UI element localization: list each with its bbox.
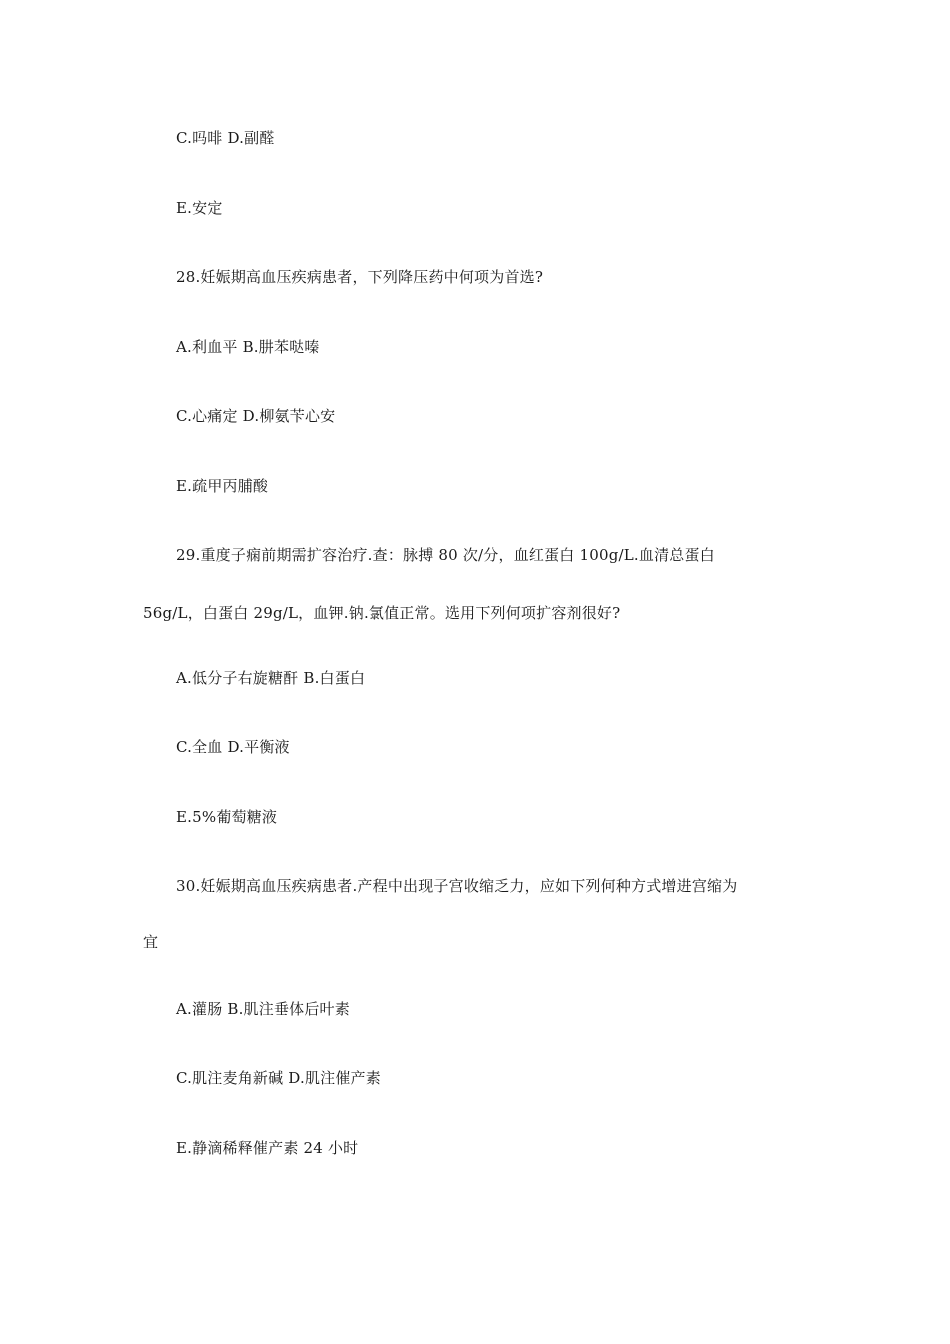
q29-stem-line1: 29.重度子痫前期需扩容治疗.查：脉搏 80 次/分，血红蛋白 100g/L.血清总蛋白 (176, 546, 715, 564)
q30-option-e: E.静滴稀释催产素 24 小时 (176, 1139, 359, 1157)
q28-stem: 28.妊娠期高血压疾病患者，下列降压药中何项为首选? (176, 268, 544, 286)
q28-option-e: E.疏甲丙脯酸 (176, 477, 269, 495)
q29-option-e: E.5%葡萄糖液 (176, 808, 278, 826)
q30-stem-line2: 宜 (143, 933, 159, 951)
q29-option-ab: A.低分子右旋糖酐 B.白蛋白 (176, 669, 366, 687)
q29-option-cd: C.全血 D.平衡液 (176, 738, 290, 756)
q27-option-e: E.安定 (176, 199, 223, 217)
q28-option-ab: A.利血平 B.肼苯哒嗪 (176, 338, 320, 356)
q28-option-cd: C.心痛定 D.柳氨苄心安 (176, 407, 336, 425)
q30-option-cd: C.肌注麦角新碱 D.肌注催产素 (176, 1069, 381, 1087)
q29-stem-line2: 56g/L，白蛋白 29g/L，血钾.钠.氯值正常。选用下列何项扩容剂很好? (143, 604, 621, 622)
q30-stem-line1: 30.妊娠期高血压疾病患者.产程中出现子宫收缩乏力，应如下列何种方式增进宫缩为 (176, 877, 738, 895)
q27-option-cd: C.吗啡 D.副醛 (176, 129, 275, 147)
q30-option-ab: A.灌肠 B.肌注垂体后叶素 (176, 1000, 350, 1018)
